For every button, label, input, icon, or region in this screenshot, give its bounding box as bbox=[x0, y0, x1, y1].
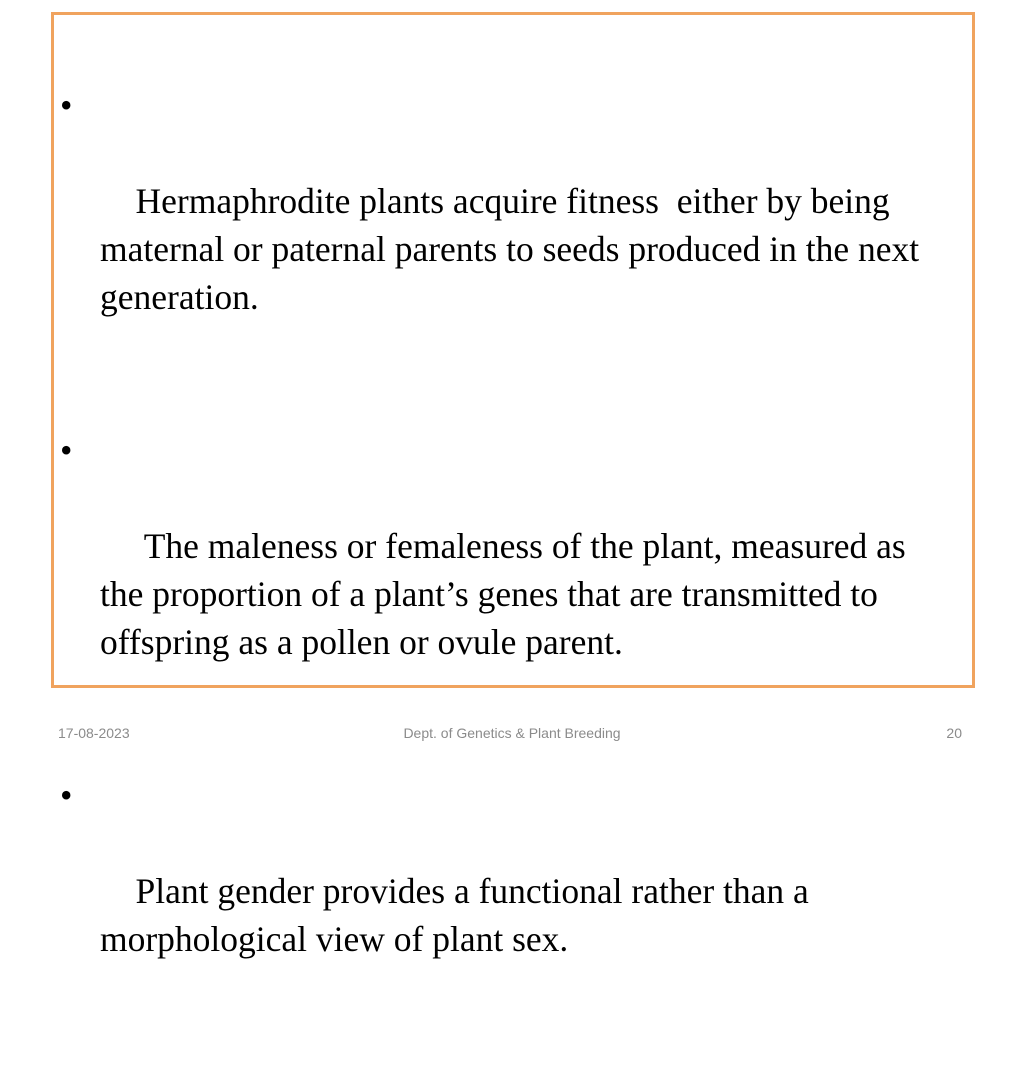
bullet-text: The maleness or femaleness of the plant, measured as the proportion of a plant’s genes that are transmitted to offspring as a pollen or ovule parent. bbox=[100, 526, 915, 662]
footer-department: Dept. of Genetics & Plant Breeding bbox=[403, 725, 621, 741]
bullet-list bbox=[60, 81, 940, 1068]
bullet-dot-icon: • bbox=[60, 775, 73, 815]
footer-page-number: 20 bbox=[946, 725, 962, 741]
bullet-item bbox=[60, 81, 940, 369]
bullet-dot-icon: • bbox=[60, 430, 73, 470]
bullet-text: Hermaphrodite plants acquire fitness either by being maternal or paternal parents to seeds produced in the next generation. bbox=[100, 181, 929, 317]
bullet-item bbox=[60, 771, 940, 1011]
bullet-item bbox=[60, 426, 940, 714]
bullet-text: Plant gender provides a functional rather than a morphological view of plant sex. bbox=[100, 871, 818, 959]
footer-date: 17-08-2023 bbox=[58, 725, 130, 741]
bullet-dot-icon: • bbox=[60, 85, 73, 125]
